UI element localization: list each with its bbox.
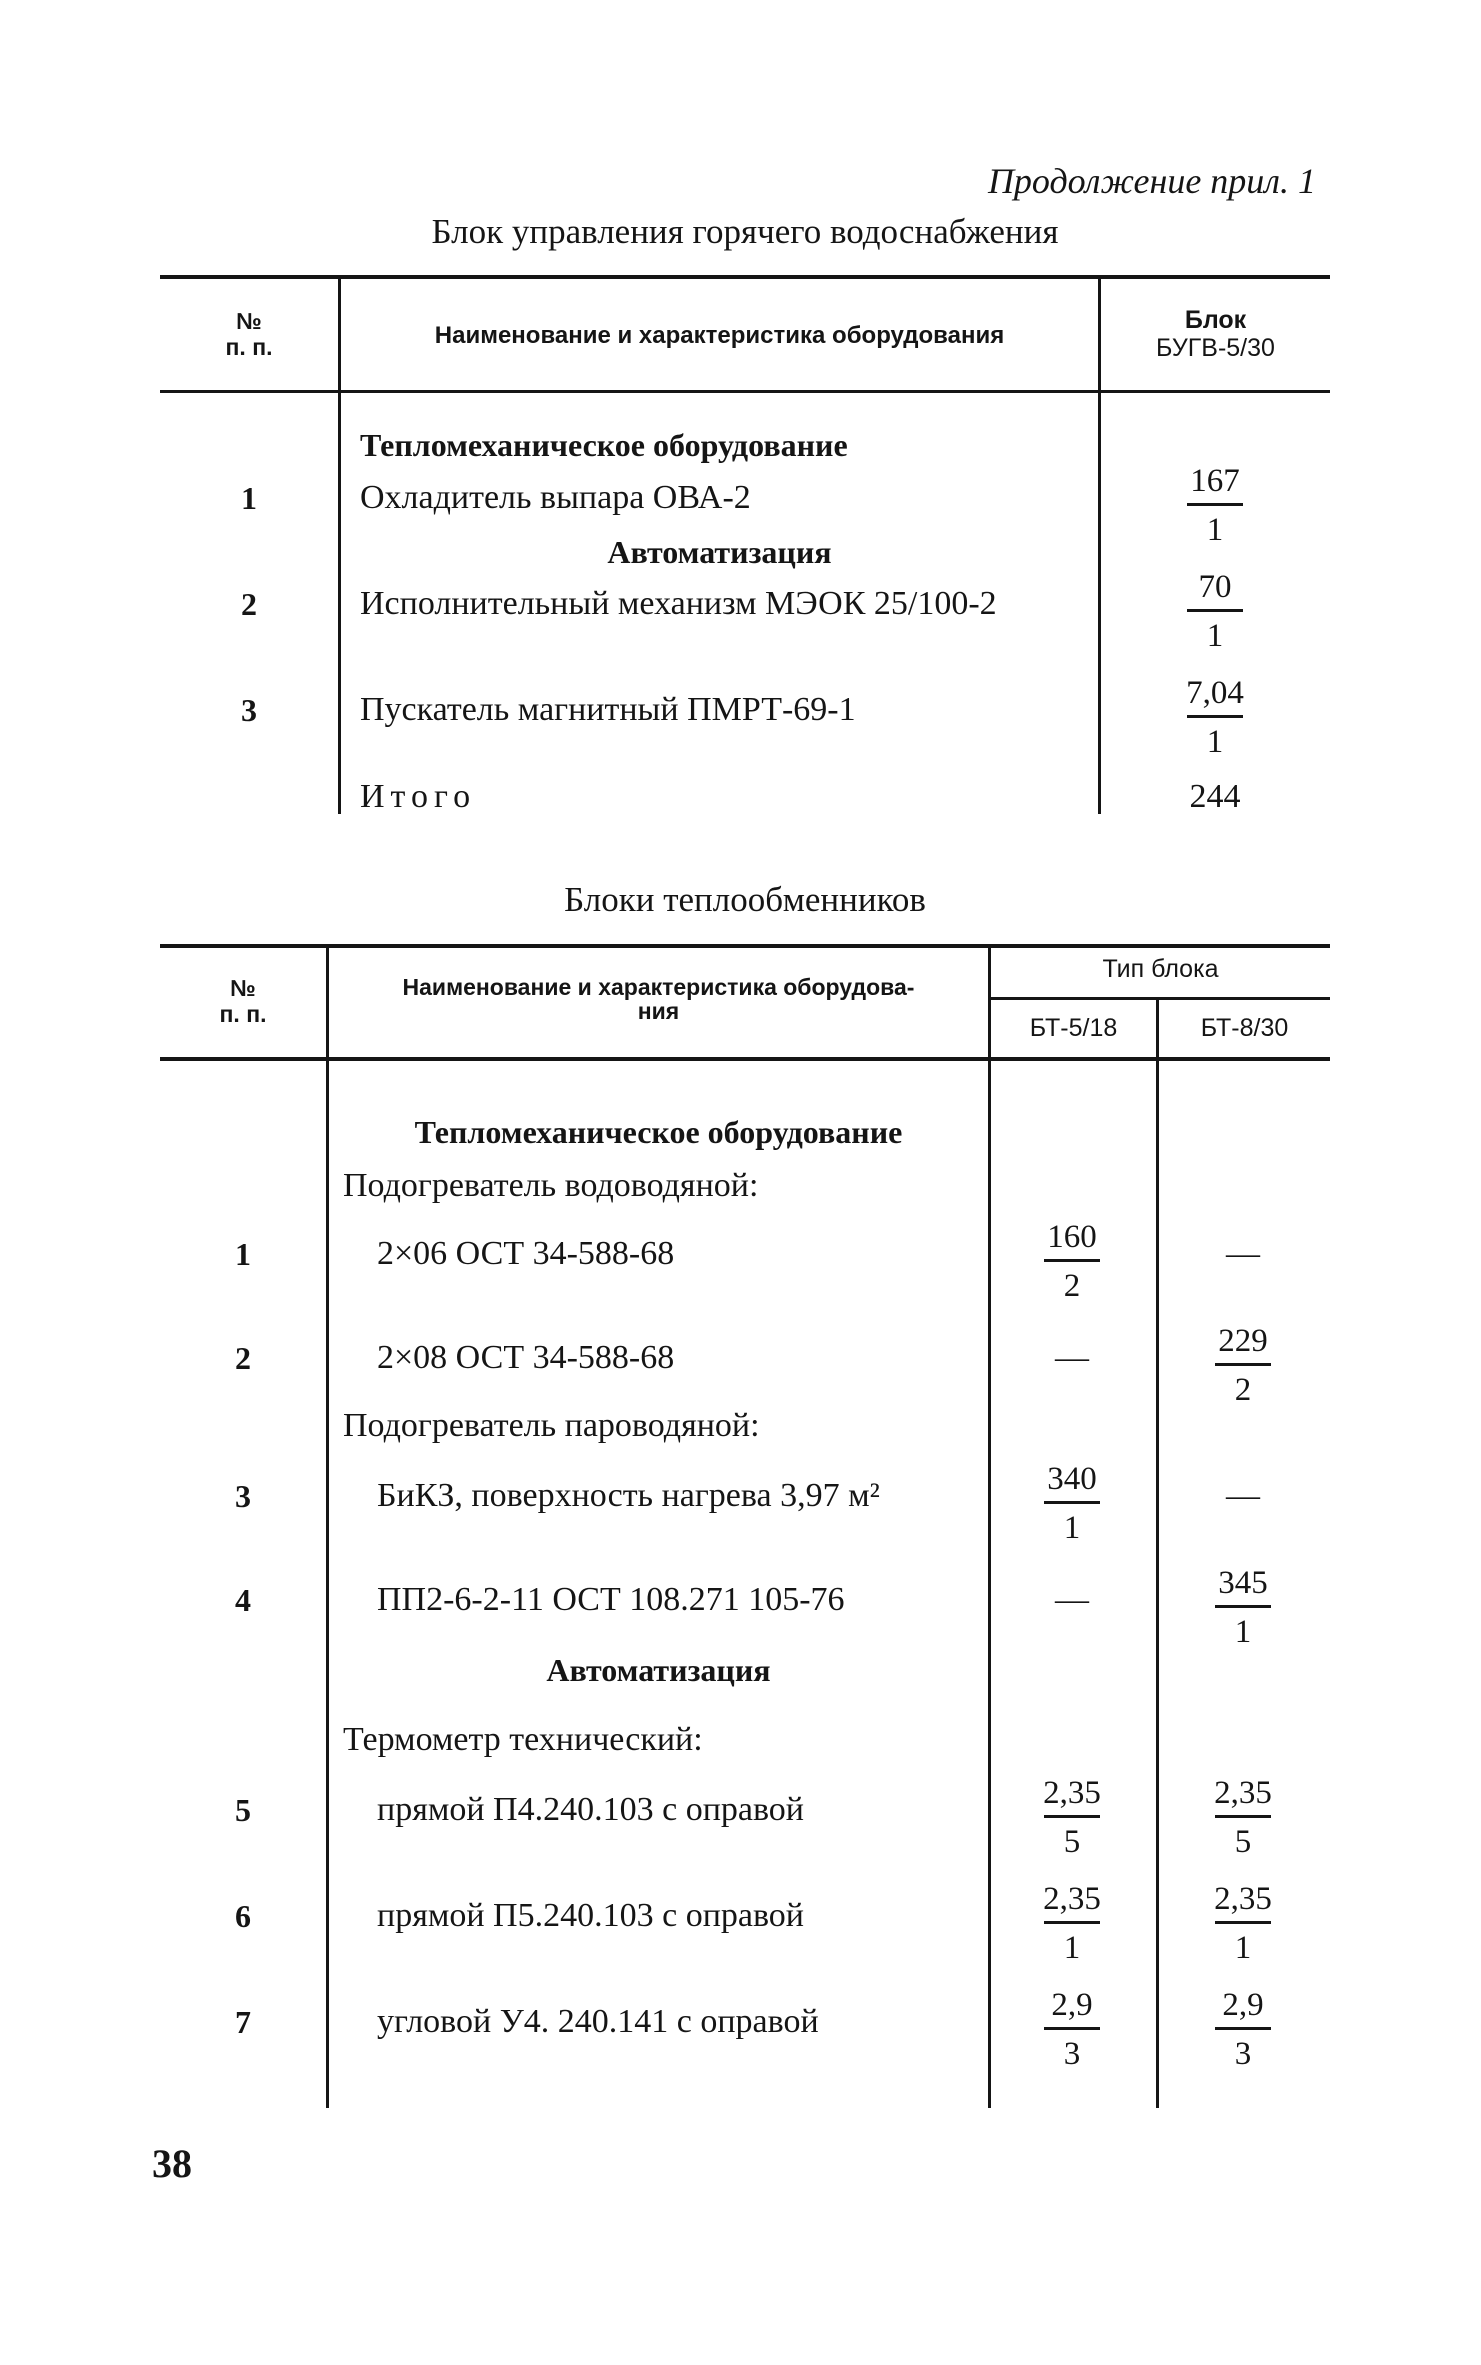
table1-row2-num: 2 (241, 586, 257, 622)
table2-row3-name: БиКЗ, поверхность нагрева 3,97 м² (377, 1477, 880, 1514)
table2-row2-col2: 229 2 (1178, 1322, 1308, 1409)
table2-header-rule (160, 1057, 1330, 1061)
table1-header-num: № п. п. (225, 308, 273, 360)
table2-top-rule (160, 944, 1330, 948)
table2-title: Блоки теплообменников (564, 880, 926, 919)
table1-row3-value: 7,04 1 (1186, 675, 1244, 760)
table2-row5-col1: 2,35 5 (1043, 1775, 1101, 1860)
page-number: 38 (152, 2141, 192, 2186)
table1-header-rule (160, 390, 1330, 393)
table1-top-rule (160, 275, 1330, 279)
table2-row1-col1: 160 2 (1007, 1218, 1137, 1305)
table1-header-name: Наименование и характеристика оборудования (434, 322, 1005, 349)
table1-section-avto: Автоматизация (607, 534, 832, 570)
table2-row6-num: 6 (235, 1898, 251, 1934)
continuation-label: Продолжение прил. 1 (987, 161, 1316, 201)
table1-section-teplo: Тепломеханическое оборудование (360, 427, 848, 463)
table2-header-num: № п. п. (219, 975, 267, 1027)
table2-section-teplo: Тепломеханическое оборудование (414, 1114, 903, 1150)
table2-row5-name: прямой П4.240.103 с оправой (377, 1791, 804, 1828)
table2-section-avto: Автоматизация (546, 1652, 771, 1688)
table1-row1-value: 167 1 (1150, 462, 1280, 549)
table2-row4-name: ПП2-6-2-11 ОСТ 108.271 105-76 (377, 1581, 845, 1618)
table2-row5-col2: 2,35 5 (1214, 1775, 1272, 1860)
table2-row7-name: угловой У4. 240.141 с оправой (377, 2003, 819, 2040)
table2-subsection-termo: Термометр технический: (343, 1721, 703, 1758)
table2-divider-right (1156, 1000, 1159, 2108)
table2-row3-col1: 340 1 (1007, 1460, 1137, 1547)
table1-row2-value: 70 1 (1150, 568, 1280, 655)
table1-total-value: 244 (1189, 778, 1241, 815)
table2-row1-col2: — (1226, 1235, 1260, 1272)
table2-subsection-paro: Подогреватель пароводяной: (343, 1407, 760, 1444)
table2-header-type: Тип блока (1102, 955, 1219, 983)
table2-row6-col2: 2,35 1 (1214, 1881, 1272, 1966)
table2-row6-col1: 2,35 1 (1043, 1881, 1101, 1966)
table1-row3-num: 3 (241, 692, 257, 728)
table2-row1-name: 2×06 ОСТ 34-588-68 (377, 1235, 675, 1272)
table2-row2-name: 2×08 ОСТ 34-588-68 (377, 1339, 675, 1376)
table2-row5-num: 5 (235, 1792, 251, 1828)
table2-row1-num: 1 (235, 1236, 251, 1272)
table2-row7-col2: 2,9 3 (1178, 1986, 1308, 2073)
table2-row2-num: 2 (235, 1340, 251, 1376)
table1-total-label: Итого (360, 778, 477, 815)
table1-header-block: Блок БУГВ-5/30 (1156, 306, 1275, 362)
table1-row1-num: 1 (241, 480, 257, 516)
table2-header-col2: БТ-8/30 (1200, 1014, 1289, 1042)
table2-row7-num: 7 (235, 2004, 251, 2040)
table2-row3-num: 3 (235, 1478, 251, 1514)
table1-row1-name: Охладитель выпара ОВА-2 (360, 479, 751, 516)
table2-header-col1: БТ-5/18 (1029, 1014, 1118, 1042)
table1-row2-name: Исполнительный механизм МЭОК 25/100-2 (360, 585, 997, 622)
table2-divider-mid (988, 948, 991, 2108)
table2-row3-col2: — (1226, 1477, 1260, 1514)
table2-type-rule (990, 997, 1330, 1000)
table2-header-name: Наименование и характеристика оборудова- ния (402, 974, 915, 1024)
table2-row4-col2: 345 1 (1178, 1564, 1308, 1651)
table1-title: Блок управления горячего водоснабжения (431, 212, 1059, 251)
table2-row4-col1: — (1055, 1581, 1089, 1618)
table2-row7-col1: 2,9 3 (1007, 1986, 1137, 2073)
table1-row3-name: Пускатель магнитный ПМРТ-69-1 (360, 691, 856, 728)
table2-subsection-vodo: Подогреватель водоводяной: (343, 1167, 759, 1204)
table2-row6-name: прямой П5.240.103 с оправой (377, 1897, 804, 1934)
table2-row4-num: 4 (235, 1582, 251, 1618)
table2-row2-col1: — (1055, 1339, 1089, 1376)
